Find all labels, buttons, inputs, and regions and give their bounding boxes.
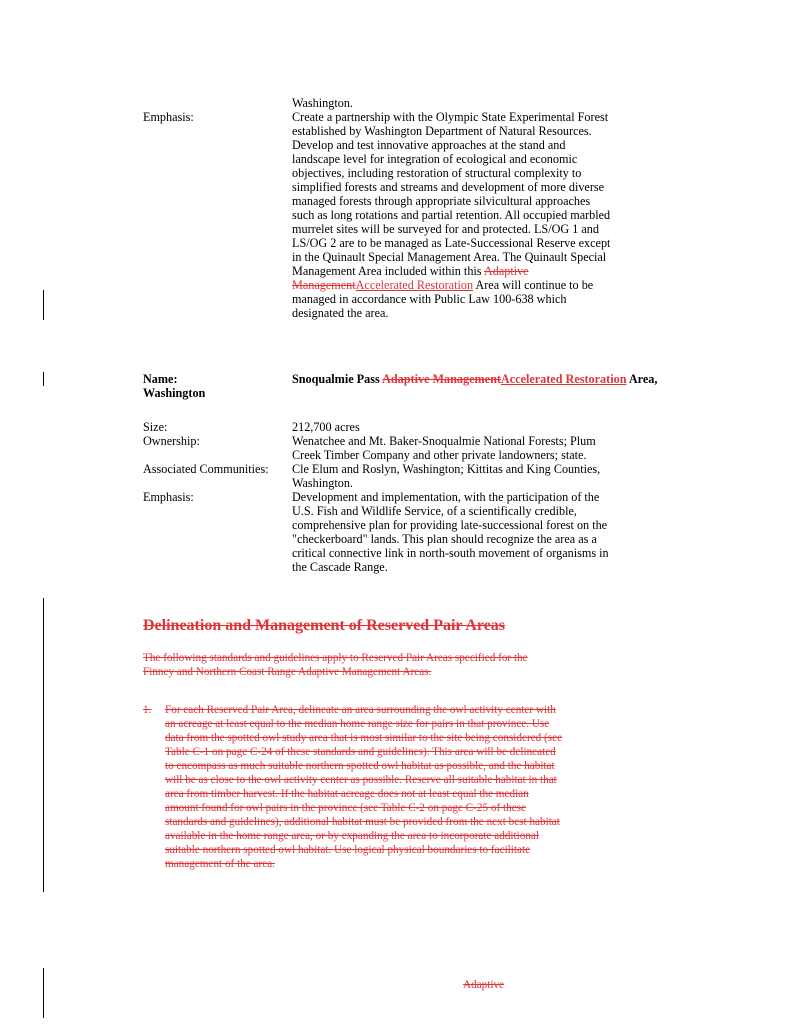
inserted-text: Accelerated Restoration: [500, 372, 627, 386]
emphasis-line: managed in accordance with Public Law 100-638 which: [292, 292, 567, 306]
emphasis-line: Develop and test innovative approaches at the stand and: [292, 138, 566, 152]
change-bar: [43, 290, 44, 320]
deleted-item-line: Table C-1 on page C-24 of these standards and guidelines). This area will be delineated: [165, 746, 556, 758]
deleted-item-line: management of the area.: [165, 858, 275, 870]
emphasis-line: [292, 264, 529, 278]
deleted-item-line: For each Reserved Pair Area, delineate an area surrounding the owl activity center with: [165, 704, 556, 716]
size-label: Size:: [143, 420, 168, 434]
emphasis-line: comprehensive plan for providing late-successional forest on the: [292, 518, 608, 532]
emphasis-line: "checkerboard" lands. This plan should recognize the area as a: [292, 532, 597, 546]
deleted-item-line: will be as close to the owl activity center as possible. Reserve all suitable habitat in that: [165, 774, 557, 786]
emphasis-line: such as long rotations and partial retention. All occupied marbled: [292, 208, 611, 222]
deleted-item-line: to encompass as much suitable northern spotted owl habitat as possible, and the habitat: [165, 760, 555, 772]
change-bar: [43, 372, 44, 386]
emphasis-line: [292, 278, 593, 292]
deleted-text: Adaptive Management: [382, 372, 501, 386]
emphasis-line: LS/OG 2 are to be managed as Late-Successional Reserve except: [292, 236, 611, 250]
deleted-item-line: area from timber harvest. If the habitat acreage does not at least equal the median: [165, 788, 529, 800]
deleted-item-line: suitable northern spotted owl habitat. Use logical physical boundaries to facilitate: [165, 844, 531, 856]
emphasis-line: designated the area.: [292, 306, 389, 320]
footer-deleted-text: Adaptive: [463, 979, 505, 991]
text: Area will continue to be: [473, 278, 594, 292]
emphasis-line: critical connective link in north-south movement of organisms in: [292, 546, 609, 560]
deleted-heading: Delineation and Management of Reserved Pair Areas: [143, 617, 506, 634]
prev-line: Washington.: [292, 96, 353, 110]
ownership-line: Wenatchee and Mt. Baker-Snoqualmie National Forests; Plum: [292, 434, 596, 448]
name-label: Name:: [143, 372, 178, 386]
emphasis-line: objectives, including restoration of structural complexity to: [292, 166, 582, 180]
emphasis-line: managed forests through appropriate silvicultural approaches: [292, 194, 591, 208]
emphasis-label: Emphasis:: [143, 490, 194, 504]
text: Management Area included within this: [292, 264, 484, 278]
emphasis-label: Emphasis:: [143, 110, 194, 124]
emphasis-line: established by Washington Department of Natural Resources.: [292, 124, 592, 138]
ownership-line: Creek Timber Company and other private landowners; state.: [292, 448, 587, 462]
deleted-text: Management: [292, 278, 356, 292]
text: Area,: [626, 372, 658, 386]
emphasis-line: landscape level for integration of ecological and economic: [292, 152, 578, 166]
deleted-item-line: available in the home range area, or by expanding the area to incorporate additional: [165, 830, 540, 842]
emphasis-line: the Cascade Range.: [292, 560, 388, 574]
size-value: 212,700 acres: [292, 420, 360, 434]
deleted-item-line: data from the spotted owl study area that is most similar to the site being considered (see: [165, 732, 563, 744]
text: Snoqualmie Pass: [292, 372, 383, 386]
change-bar: [43, 598, 44, 892]
change-bar: [43, 968, 44, 1018]
communities-line: Cle Elum and Roslyn, Washington; Kittitas and King Counties,: [292, 462, 601, 476]
ownership-label: Ownership:: [143, 434, 200, 448]
deleted-item-line: amount found for owl pairs in the province (see Table C-2 on page C-25 of these: [165, 802, 526, 814]
deleted-intro-line: Finney and Northern Coast Range Adaptive Management Areas.: [143, 666, 432, 678]
area-name: [292, 372, 657, 386]
emphasis-line: murrelet sites will be surveyed for and protected. LS/OG 1 and: [292, 222, 599, 236]
emphasis-line: Create a partnership with the Olympic State Experimental Forest: [292, 110, 609, 124]
deleted-item-line: standards and guidelines), additional habitat must be provided from the next best habitat: [165, 816, 560, 828]
deleted-text: Adaptive: [483, 264, 529, 278]
emphasis-line: in the Quinault Special Management Area. The Quinault Special: [292, 250, 607, 264]
emphasis-line: U.S. Fish and Wildlife Service, of a scientifically credible,: [292, 504, 577, 518]
name-label-cont: Washington: [143, 386, 206, 400]
item-number: 1.: [143, 704, 152, 716]
deleted-intro-line: The following standards and guidelines apply to Reserved Pair Areas specified for the: [143, 652, 528, 664]
communities-label: Associated Communities:: [143, 462, 269, 476]
inserted-text: Accelerated Restoration: [355, 278, 474, 292]
communities-line: Washington.: [292, 476, 353, 490]
emphasis-line: Development and implementation, with the participation of the: [292, 490, 600, 504]
deleted-item-line: an acreage at least equal to the median home range size for pairs in that province. Use: [165, 718, 550, 730]
emphasis-line: simplified forests and streams and development of more diverse: [292, 180, 605, 194]
